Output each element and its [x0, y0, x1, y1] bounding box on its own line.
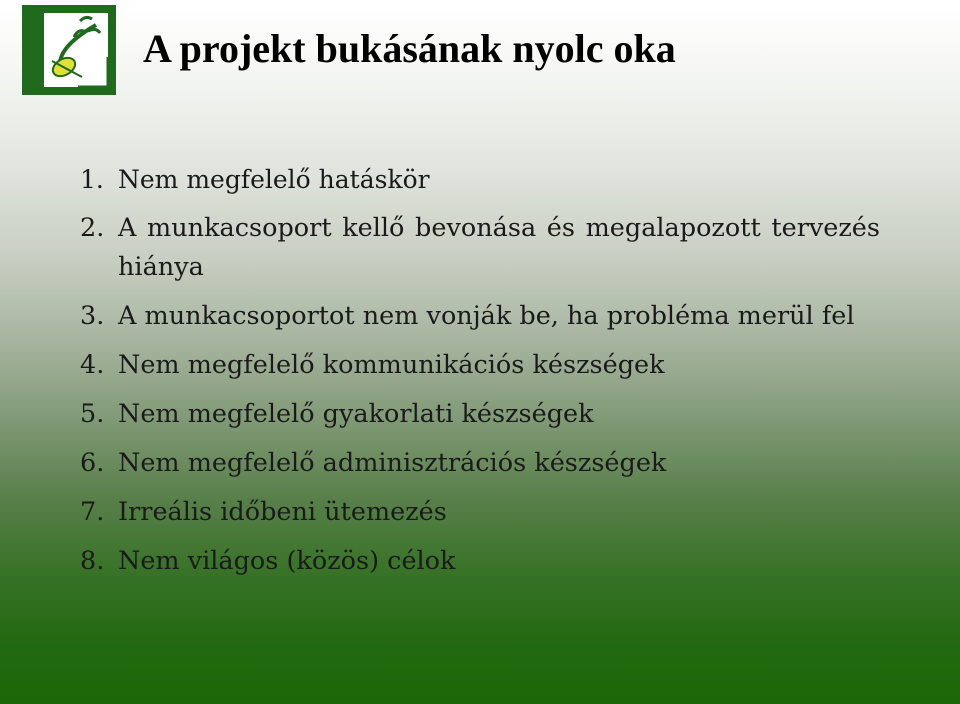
list-text: Nem megfelelő gyakorlati készségek [118, 399, 594, 429]
list-text: Irreális időbeni ütemezés [118, 497, 447, 527]
page-title: A projekt bukásának nyolc oka [143, 26, 676, 71]
list-number: 7. [80, 497, 105, 527]
list-number: 2. [80, 213, 105, 243]
list-item [80, 542, 880, 581]
list-number: 3. [80, 301, 105, 331]
list-text: A munkacsoportot nem vonják be, ha probléma merül fel [118, 301, 855, 331]
list-item [80, 160, 880, 199]
list-text: Nem megfelelő kommunikációs készségek [118, 350, 665, 380]
list-item [80, 297, 880, 336]
list-item [80, 444, 880, 483]
list-item [80, 395, 880, 434]
list-text: Nem világos (közös) célok [118, 546, 456, 576]
list-number: 6. [80, 448, 105, 478]
list-item [80, 346, 880, 385]
list-text: Nem megfelelő hatáskör [118, 165, 430, 194]
list-item [80, 493, 880, 532]
list-number: 1. [80, 165, 104, 194]
leader-logo [22, 5, 116, 95]
leader-logo-icon [22, 5, 116, 95]
list-text: A munkacsoport kellő bevonása és megalapozott tervezés hiánya [118, 213, 880, 282]
list-item [80, 209, 880, 287]
list-number: 4. [80, 350, 105, 380]
reasons-list [80, 160, 880, 591]
list-text: Nem megfelelő adminisztrációs készségek [118, 448, 667, 478]
list-number: 8. [80, 546, 105, 576]
list-number: 5. [80, 399, 105, 429]
